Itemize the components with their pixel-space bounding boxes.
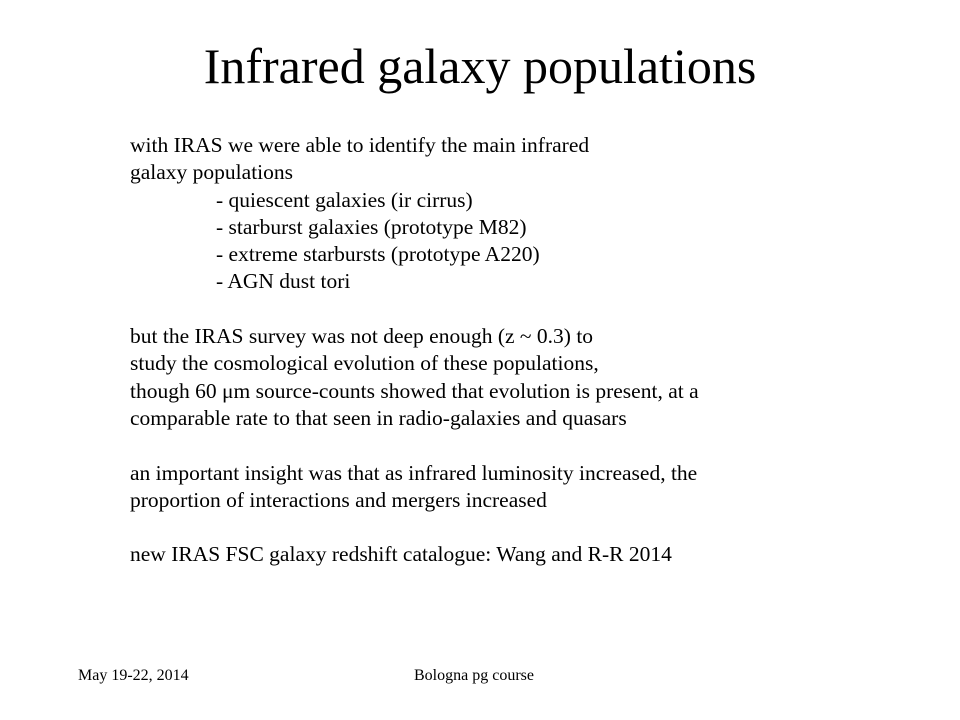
spacer: [130, 432, 950, 459]
intro-line-1: with IRAS we were able to identify the main infrared: [130, 133, 590, 157]
spacer: [130, 514, 950, 541]
intro-line-2: galaxy populations: [130, 160, 294, 185]
slide-title: Infrared galaxy populations: [203, 38, 757, 94]
footer-date: May 19-22, 2014: [78, 667, 189, 684]
survey-line-1: but the IRAS survey was not deep enough (z ~ 0.3) to: [130, 324, 594, 349]
catalogue-line: new IRAS FSC galaxy redshift catalogue: Wang and R-R 2014: [130, 542, 672, 567]
slide-body: [130, 132, 950, 569]
spacer: [130, 296, 950, 323]
survey-line-3: though 60 μm source-counts showed that evolution is present, at a: [130, 378, 699, 403]
survey-line-2: study the cosmological evolution of these populations,: [130, 351, 599, 376]
survey-line-4: comparable rate to that seen in radio-galaxies and quasars: [130, 405, 627, 430]
insight-line-1: an important insight was that as infrared luminosity increased, the: [130, 460, 698, 485]
insight-line-2: proportion of interactions and mergers increased: [130, 487, 547, 512]
population-item-agn: - AGN dust tori: [216, 269, 351, 294]
population-item-extreme-starburst: - extreme starbursts (prototype A220): [216, 242, 540, 267]
population-item-quiescent: - quiescent galaxies (ir cirrus): [216, 187, 473, 212]
footer-course: Bologna pg course: [414, 667, 534, 684]
population-item-starburst: - starburst galaxies (prototype M82): [216, 214, 527, 239]
